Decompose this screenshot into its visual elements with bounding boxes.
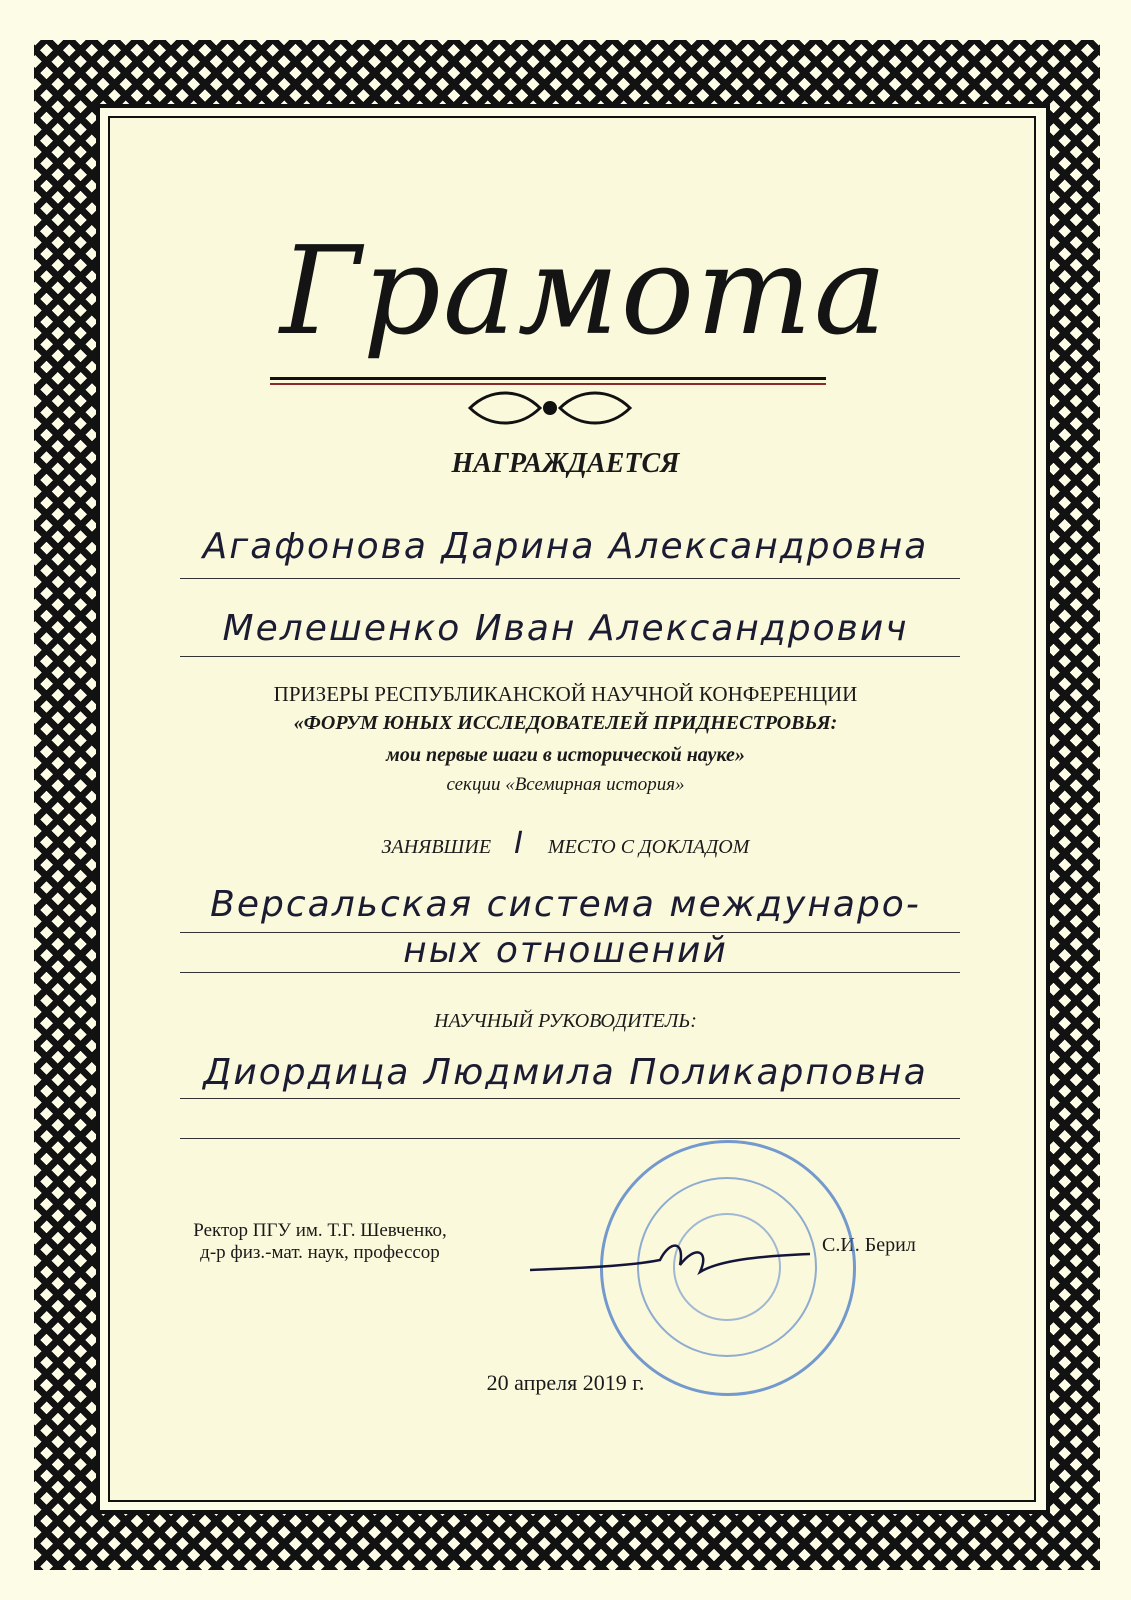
title-block bbox=[280, 200, 889, 420]
certificate-title: Грамота bbox=[280, 220, 889, 362]
place-suffix: МЕСТО С ДОКЛАДОМ bbox=[547, 836, 750, 858]
issue-date: 20 апреля 2019 г. bbox=[486, 1370, 645, 1395]
flourish-ornament bbox=[460, 388, 640, 428]
supervisor-heading: НАУЧНЫЙ РУКОВОДИТЕЛЬ: bbox=[434, 1010, 697, 1032]
conference-line-1: ПРИЗЕРЫ РЕСПУБЛИКАНСКОЙ НАУЧНОЙ КОНФЕРЕНЦИИ bbox=[273, 682, 858, 706]
supervisor-name: Диордица Людмила Поликарповна bbox=[203, 1052, 928, 1093]
blank-line bbox=[180, 1138, 960, 1139]
underline-supervisor bbox=[180, 1098, 960, 1099]
title-underline bbox=[270, 377, 826, 380]
awarded-heading: НАГРАЖДАЕТСЯ bbox=[451, 448, 680, 479]
conference-line-2: «ФОРУМ ЮНЫХ ИССЛЕДОВАТЕЛЕЙ ПРИДНЕСТРОВЬЯ: bbox=[293, 712, 838, 734]
signer-name: С.И. Берил bbox=[822, 1234, 916, 1256]
recipient-2: Мелешенко Иван Александрович bbox=[222, 608, 909, 649]
report-title-1: Версальская система междунаро- bbox=[210, 884, 921, 925]
underline-recipient-1 bbox=[180, 578, 960, 579]
place-prefix: ЗАНЯВШИЕ bbox=[381, 836, 492, 858]
section-line: секции «Всемирная история» bbox=[446, 774, 685, 795]
title-underline-red bbox=[270, 383, 826, 385]
underline-recipient-2 bbox=[180, 656, 960, 657]
signer-title-1: Ректор ПГУ им. Т.Г. Шевченко, bbox=[193, 1220, 447, 1241]
underline-report-2 bbox=[180, 972, 960, 973]
report-title-2: ных отношений bbox=[403, 930, 728, 971]
signature bbox=[520, 1230, 820, 1290]
place-value: I bbox=[514, 826, 525, 861]
place-line bbox=[0, 826, 1131, 861]
conference-line-3: мои первые шаги в исторической науке» bbox=[386, 744, 745, 766]
signer-title-2: д-р физ.-мат. наук, профессор bbox=[200, 1242, 440, 1263]
signer-block bbox=[160, 1220, 480, 1264]
recipient-1: Агафонова Дарина Александровна bbox=[202, 526, 929, 567]
